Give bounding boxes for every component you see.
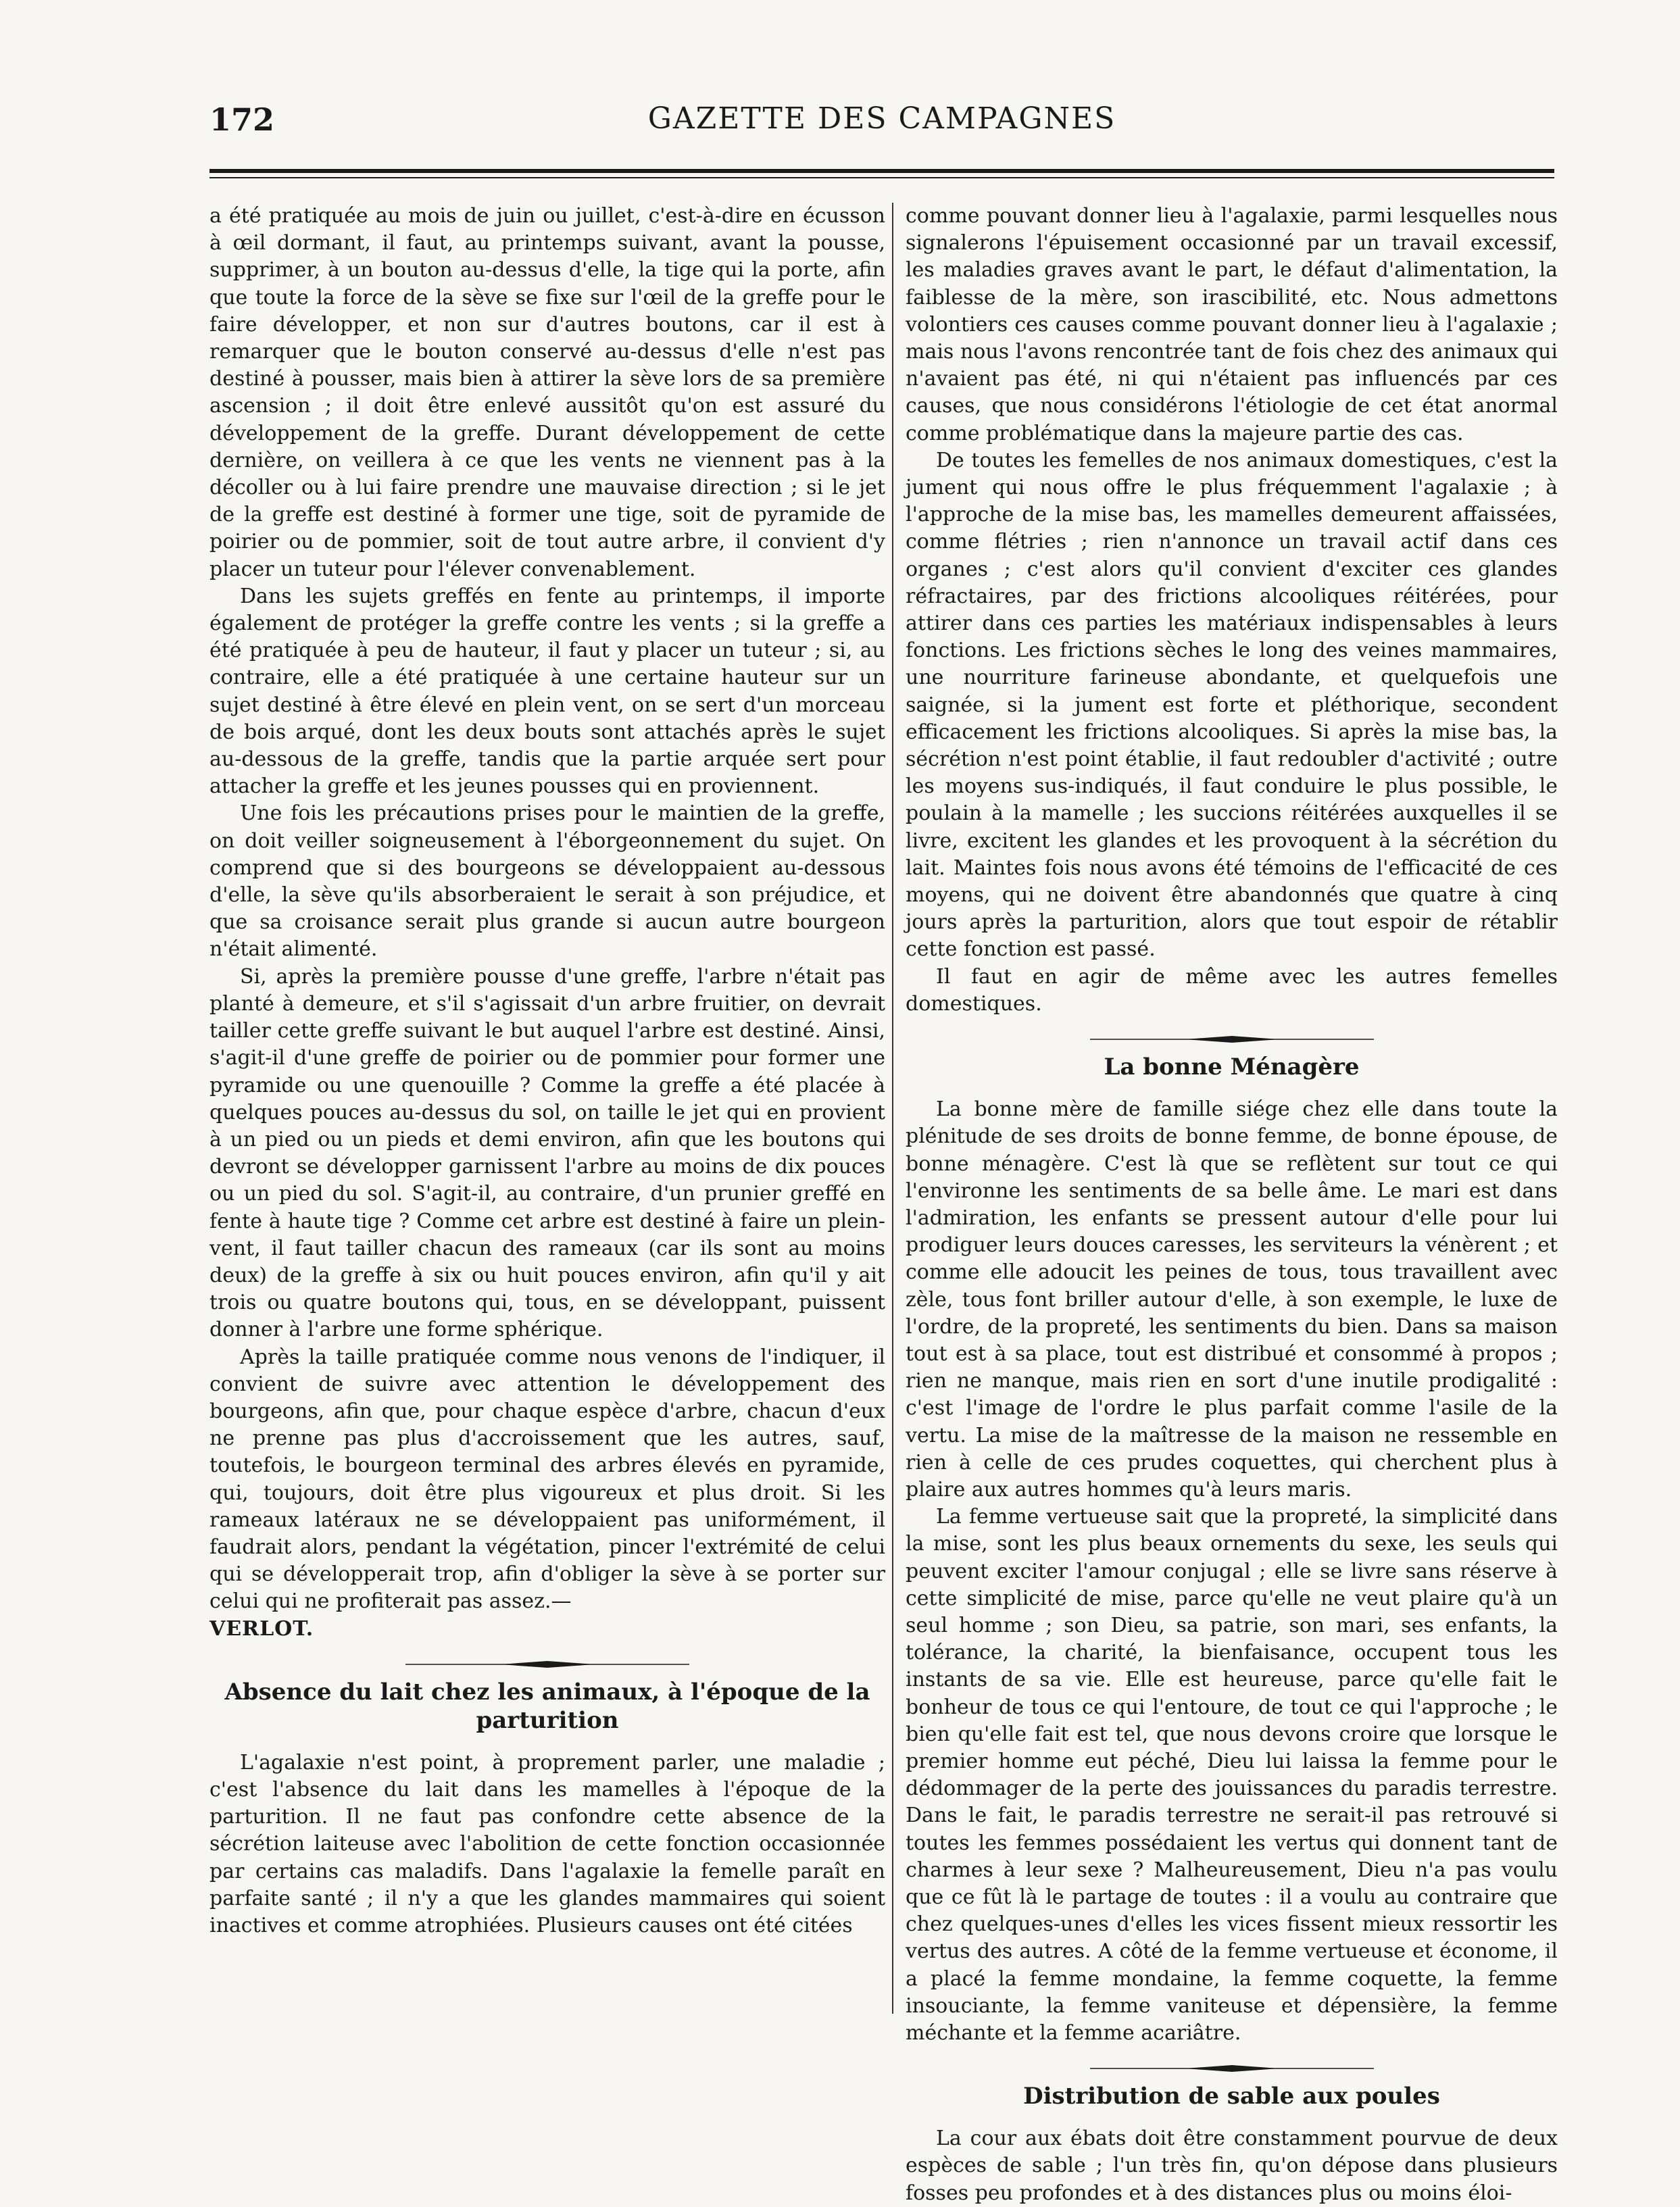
paragraph: La femme vertueuse sait que la propreté, la simplicité dans la mise, sont les plus beaux ornements du sexe, les seuls qui peuvent exciter l'amour conjugal ; elle se livre sans réserve à cette simplicité de mise, parce qu'elle ne veut plaire qu'à un seul homme ; son Dieu, sa patrie, son mari, ses enfants, la tolérance, la charité, la bienfaisance, occupent tous les instants de sa vie. Elle est heureuse, parce qu'elle fait le bonheur de tous ce qui l'entoure, de tout ce qui l'approche ; le bien qu'elle fait est tel, que nous devons croire que lorsque le premier homme eut péché, Dieu lui laissa la femme pour le dédommager de la perte des jouissances du paradis terrestre. Dans le fait, le paradis terrestre ne serait-il pas retrouvé si toutes les femmes possédaient les vertus qui donnent tant de charmes à leur sexe ? Malheureusement, Dieu n'a pas voulu que ce fût là le partage de toutes : il a voulu au contraire que chez quelques-unes d'elles les vices fissent mieux ressortir les vertus des autres. A côté de la femme vertueuse et économe, il a placé la femme mondaine, la femme coquette, la femme insouciante, la femme vaniteuse et dépensière, la femme méchante et la femme acariâtre.	[906, 1505, 1558, 2045]
author-signature: VERLOT.	[209, 1616, 314, 1641]
paragraph: Si, après la première pousse d'une greffe, l'arbre n'était pas planté à demeure, et s'il s'agissait d'un arbre fruitier, on devrait tailler cette greffe suivant le but auquel l'arbre est destiné. Ainsi, s'agit-il d'une greffe de poirier ou de pommier pour former une pyramide ou une quenouille ? Comme la greffe a été placée à quelques pouces au-dessus du sol, on taille le jet qui en provient à un pied ou un pieds et demi environ, afin que les boutons qui devront se développer garnissent l'arbre au moins de dix pouces ou un pied du sol. S'agit-il, au contraire, d'un prunier greffé en fente à haute tige ? Comme cet arbre est destiné à faire un plein-vent, il faut tailler chacun des rameaux (car ils sont au moins deux) de la greffe à six ou huit pouces environ, afin qu'il y ait trois ou quatre boutons qui, tous, en se développant, puissent donner à l'arbre une forme sphérique.	[209, 964, 885, 1342]
paragraph: De toutes les femelles de nos animaux domestiques, c'est la jument qui nous offre le plus fréquemment l'agalaxie ; à l'approche de la mise bas, les mamelles demeurent affaissées, comme flétries ; rien n'annonce un travail actif dans ces organes ; c'est alors qu'il convient d'exciter ces glandes réfractaires, par des frictions alcooliques réitérées, pour attirer dans ces parties les matériaux indispensables à leurs fonctions. Les frictions sèches le long des veines mammaires, une nourriture farineuse abondante, et quelquefois une saignée, si la jument est forte et pléthorique, secondent efficacement les frictions alcooliques. Si après la mise bas, la sécrétion n'est point établie, il faut redoubler d'activité ; outre les moyens sus-indiqués, il faut conduire le plus possible, le poulain à la mamelle ; les succions réitérées auxquelles il se livre, excitent les glandes et les provoquent à la sécrétion du lait. Maintes fois nous avons été témoins de l'efficacité de ces moyens, qui ne doivent être abandonnés que quatre à cinq jours après la parturition, alors que tout espoir de rétablir cette fonction est passé.	[906, 448, 1558, 962]
right-column	[906, 203, 1558, 2207]
article-title: Distribution de sable aux poules	[1023, 2083, 1440, 2110]
paragraph: Après la taille pratiquée comme nous venons de l'indiquer, il convient de suivre avec attention le développement des bourgeons, afin que, pour chaque espèce d'arbre, chacun d'eux ne prenne pas plus d'accroissement que les autres, sauf, toutefois, le bourgeon terminal des arbres élevés en pyramide, qui, toujours, doit être plus vigoureux et plus droit. Si les rameaux latéraux ne se développaient pas uniformément, il faudrait alors, pendant la végétation, pincer l'extrémité de celui qui se développerait trop, afin d'obliger la sève à se porter sur celui qui ne profiterait pas assez.—	[209, 1345, 885, 1614]
paragraph: La bonne mère de famille siége chez elle dans toute la plénitude de ses droits de bonne femme, de bonne épouse, de bonne ménagère. C'est là que se reflètent sur tout ce qui l'environne les sentiments de sa belle âme. Le mari est dans l'admiration, les enfants se pressent autour d'elle pour lui prodiguer leurs douces caresses, les serviteurs la vénèrent ; et comme elle adoucit les peines de tous, tous travaillent avec zèle, tous font briller autour d'elle, à son exemple, le luxe de l'ordre, de la propreté, les sentiments du bien. Dans sa maison tout est à sa place, tout est distribué et consommé à propos ; rien ne manque, mais rien en sort d'une inutile prodigalité : c'est l'image de l'ordre le plus parfait comme l'asile de la vertu. La mise de la maîtresse de la maison ne ressemble en rien à celle de ces prudes coquettes, qui cherchent plus à plaire aux autres hommes qu'à leurs maris.	[906, 1097, 1558, 1502]
page-header	[209, 101, 1554, 169]
section-ornament	[1090, 2064, 1374, 2073]
section-ornament	[405, 1660, 689, 1668]
paragraph: a été pratiquée au mois de juin ou juillet, c'est-à-dire en écusson à œil dormant, il faut, au printemps suivant, avant la pousse, supprimer, à un bouton au-dessus d'elle, la tige qui la porte, afin que toute la force de la sève se fixe sur l'œil de la greffe pour le faire développer, et non sur d'autres boutons, car il est à remarquer que le bouton conservé au-dessus d'elle n'est pas destiné à pousser, mais bien à attirer la sève lors de sa première ascension ; il doit être enlevé aussitôt qu'on est assuré du développement de la greffe. Durant développement de cette dernière, on veillera à ce que les vents ne viennent pas à la décoller ou à lui faire prendre une mauvaise direction ; si le jet de la greffe est destiné à former une tige, soit de pyramide de poirier ou de pommier, soit de tout autre arbre, il convient d'y placer un tuteur pour l'élever convenablement.	[209, 204, 885, 581]
page-number: 172	[209, 101, 275, 138]
header-rule-thick	[209, 169, 1554, 173]
paragraph: La cour aux ébats doit être constamment pourvue de deux espèces de sable ; l'un très fin, qu'on dépose dans plusieurs fosses peu profondes et à des distances plus ou moins éloi-	[906, 2127, 1558, 2205]
paragraph: Une fois les précautions prises pour le maintien de la greffe, on doit veiller soigneusement à l'éborgeonnement du sujet. On comprend que si des bourgeons se développaient au-dessous d'elle, la sève qu'ils absorberaient le serait à son préjudice, et que sa croisance serait plus grande si aucun autre bourgeon n'était alimenté.	[209, 801, 885, 962]
article-title: La bonne Ménagère	[1104, 1053, 1360, 1081]
article-title: Absence du lait chez les animaux, à l'époque de la parturition	[224, 1678, 870, 1734]
paragraph: L'agalaxie n'est point, à proprement parler, une maladie ; c'est l'absence du lait dans les mamelles à l'époque de la parturition. Il ne faut pas confondre cette absence de la sécrétion laiteuse avec l'abolition de cette fonction occasionnée par certains cas maladifs. Dans l'agalaxie la femelle paraît en parfaite santé ; il n'y a que les glandes mammaires qui soient inactives et comme atrophiées. Plusieurs causes ont été citées	[209, 1750, 885, 1937]
column-divider	[892, 203, 893, 2014]
section-ornament	[1090, 1035, 1374, 1043]
paragraph: Dans les sujets greffés en fente au printemps, il importe également de protéger la greffe contre les vents ; si la greffe a été pratiquée à peu de hauteur, il faut y placer un tuteur ; si, au contraire, elle a été pratiquée à une certaine hauteur sur un sujet destiné à être élevé en plein vent, on se sert d'un morceau de bois arqué, dont les deux bouts sont attachés après le sujet au-dessous de la greffe, tandis que la partie arquée sert pour attacher la greffe et les jeunes pousses qui en proviennent.	[209, 584, 885, 799]
left-column	[209, 203, 885, 1939]
header-rule-thin	[209, 177, 1554, 178]
paragraph: comme pouvant donner lieu à l'agalaxie, parmi lesquelles nous signalerons l'épuisement occasionné par un travail excessif, les maladies graves avant le part, le défaut d'alimentation, la faiblesse de la mère, son irascibilité, etc. Nous admettons volontiers ces causes comme pouvant donner lieu à l'agalaxie ; mais nous l'avons rencontrée tant de fois chez des animaux qui n'avaient pas été, ni qui n'étaient pas influencés par ces causes, que nous considérons l'étiologie de cet état anormal comme problématique dans la majeure partie des cas.	[906, 204, 1558, 445]
publication-title: GAZETTE DES CAMPAGNES	[647, 101, 1116, 136]
paragraph: Il faut en agir de même avec les autres femelles domestiques.	[906, 964, 1558, 1016]
